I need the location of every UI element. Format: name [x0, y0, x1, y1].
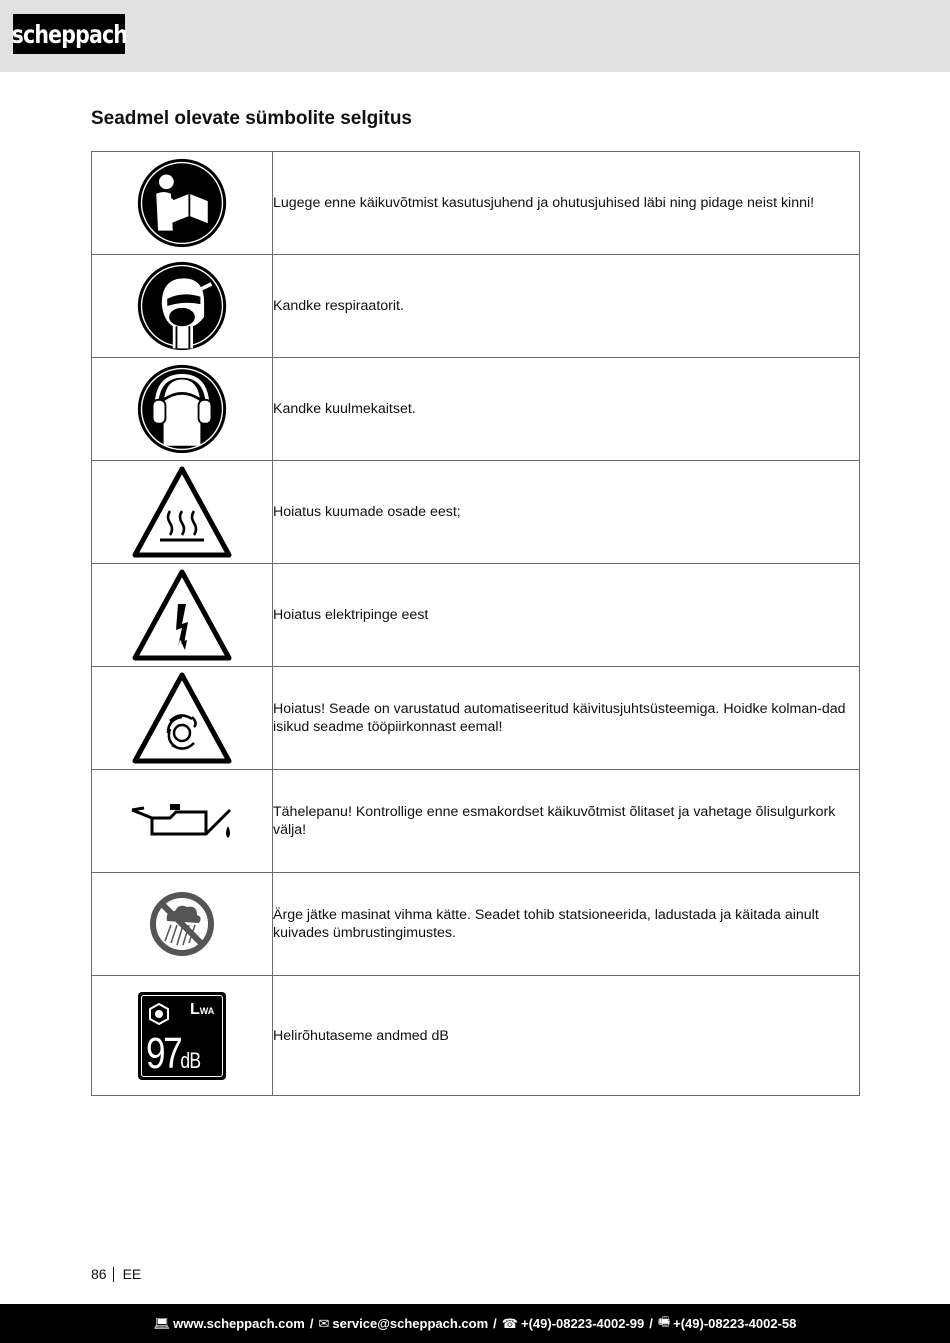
table-row [92, 976, 860, 1096]
table-row [92, 770, 860, 873]
hot-surface-warning-icon [132, 465, 232, 559]
page-header [0, 0, 950, 72]
db-unit: dB [180, 1047, 201, 1073]
phone-icon: ☎︎ [501, 1315, 518, 1331]
lwa-prefix: L [190, 1000, 200, 1018]
lwa-label: WA [199, 1005, 215, 1016]
db-value: 97 [146, 1028, 181, 1078]
scheppach-logo: scheppach [13, 14, 125, 54]
divider [113, 1267, 114, 1282]
respirator-icon [136, 260, 228, 352]
table-row [92, 255, 860, 358]
footer-phone: +(49)-08223-4002-99 [521, 1316, 645, 1331]
symbol-description: Hoiatus! Seade on varustatud automatiseeritud käivitusjuhtsüsteemiga. Hoidke kolman-dad isikud seadme tööpiirkonnast eemal! [273, 667, 860, 770]
symbol-description: Ärge jätke masinat vihma kätte. Seadet tohib statsioneerida, ladustada ja käitada ainult kuivades ümbrustingimustes. [273, 873, 860, 976]
computer-icon: 💻︎ [153, 1315, 171, 1331]
table-row [92, 461, 860, 564]
no-rain-icon [149, 891, 215, 957]
footer-separator: / [649, 1316, 653, 1331]
symbol-table [91, 151, 860, 1096]
oil-can-icon [130, 796, 234, 846]
footer-website[interactable]: www.scheppach.com [173, 1316, 305, 1331]
symbol-description: Hoiatus kuumade osade eest; [273, 461, 860, 564]
symbol-description: Kandke respiraatorit. [273, 255, 860, 358]
symbol-description: Tähelepanu! Kontrollige enne esmakordset käikuvõtmist õlitaset ja vahetage õlisulgurkork välja! [273, 770, 860, 873]
symbol-description: Helirõhutaseme andmed dB [273, 976, 860, 1096]
table-row [92, 667, 860, 770]
email-icon: ✉︎ [318, 1315, 330, 1331]
symbol-description: Lugege enne käikuvõtmist kasutusjuhend ja ohutusjuhised läbi ning pidage neist kinni! [273, 152, 860, 255]
fax-icon: 🖷︎ [657, 1313, 671, 1329]
symbol-description: Hoiatus elektripinge eest [273, 564, 860, 667]
read-manual-icon [136, 157, 228, 249]
table-row [92, 358, 860, 461]
footer-separator: / [493, 1316, 497, 1331]
sound-power-level-icon [138, 992, 226, 1080]
table-row [92, 564, 860, 667]
hearing-protection-icon [136, 363, 228, 455]
page-footer [0, 1304, 950, 1343]
footer-email[interactable]: service@scheppach.com [332, 1316, 489, 1331]
page-number-block [91, 1266, 141, 1282]
automatic-start-warning-icon [132, 671, 232, 765]
footer-fax: +(49)-08223-4002-58 [673, 1316, 797, 1331]
electric-voltage-warning-icon [132, 568, 232, 662]
footer-separator: / [309, 1316, 314, 1331]
page-title: Seadmel olevate sümbolite selgitus [91, 108, 412, 129]
table-row [92, 873, 860, 976]
symbol-description: Kandke kuulmekaitset. [273, 358, 860, 461]
table-row [92, 152, 860, 255]
language-code: EE [122, 1266, 142, 1282]
speaker-icon [147, 1002, 171, 1026]
page-number: 86 [91, 1266, 107, 1282]
